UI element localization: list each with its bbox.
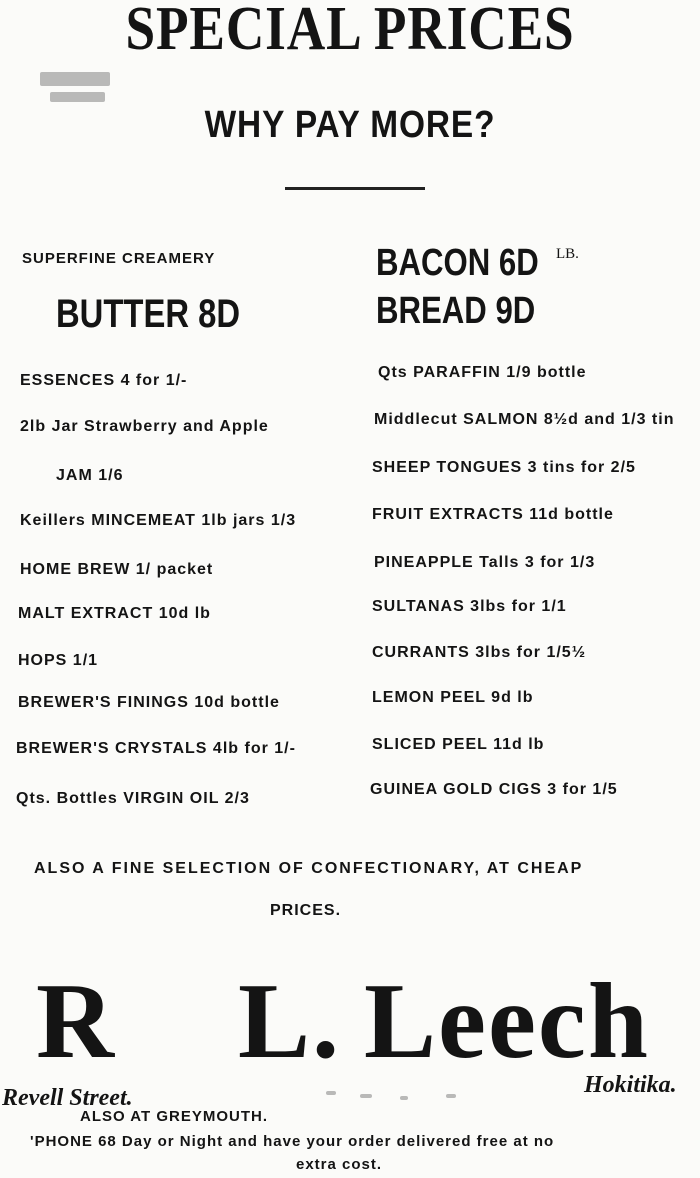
right-item: SHEEP TONGUES 3 tins for 2/5 bbox=[372, 459, 636, 476]
left-item: 2lb Jar Strawberry and Apple bbox=[20, 418, 269, 435]
right-item: Middlecut SALMON 8½d and 1/3 tin bbox=[374, 411, 675, 428]
left-item: Keillers MINCEMEAT 1lb jars 1/3 bbox=[20, 512, 297, 529]
print-dash bbox=[446, 1094, 456, 1098]
right-item: LEMON PEEL 9d lb bbox=[372, 689, 534, 706]
right-item: PINEAPPLE Talls 3 for 1/3 bbox=[374, 554, 596, 571]
left-item: Qts. Bottles VIRGIN OIL 2/3 bbox=[16, 790, 250, 807]
left-item: JAM 1/6 bbox=[56, 467, 124, 484]
left-item: ESSENCES 4 for 1/- bbox=[20, 372, 188, 389]
print-smudge bbox=[40, 72, 110, 86]
confectionary-line: ALSO A FINE SELECTION OF CONFECTIONARY, AT CHEAP bbox=[34, 860, 584, 877]
page-title: SPECIAL PRICES bbox=[125, 0, 575, 63]
confectionary-line-2: PRICES. bbox=[270, 902, 342, 919]
right-item: FRUIT EXTRACTS 11d bottle bbox=[372, 506, 614, 523]
street-address: Revell Street. bbox=[2, 1085, 133, 1111]
left-item: HOPS 1/1 bbox=[18, 652, 99, 669]
print-dash bbox=[360, 1094, 372, 1098]
left-item: BREWER'S FININGS 10d bottle bbox=[18, 694, 280, 711]
page-subtitle: WHY PAY MORE? bbox=[204, 104, 496, 146]
butter-prefix: SUPERFINE CREAMERY bbox=[22, 250, 216, 267]
bacon-unit: LB. bbox=[556, 246, 579, 262]
right-item: Qts PARAFFIN 1/9 bottle bbox=[378, 364, 587, 381]
print-smudge bbox=[50, 92, 105, 102]
print-dash bbox=[400, 1096, 408, 1100]
right-item: GUINEA GOLD CIGS 3 for 1/5 bbox=[370, 781, 618, 798]
bread-price: BREAD 9D bbox=[376, 290, 536, 332]
butter-price: BUTTER 8D bbox=[56, 292, 241, 336]
left-item: MALT EXTRACT 10d lb bbox=[18, 605, 211, 622]
name-initial-r: R bbox=[36, 962, 116, 1081]
also-at-greymouth: ALSO AT GREYMOUTH. bbox=[80, 1108, 268, 1125]
right-item: SLICED PEEL 11d lb bbox=[372, 736, 545, 753]
print-dash bbox=[326, 1091, 336, 1095]
phone-line: 'PHONE 68 Day or Night and have your order delivered free at no bbox=[30, 1133, 555, 1150]
town-name: Hokitika. bbox=[584, 1072, 677, 1098]
name-initial-l: L. bbox=[238, 962, 342, 1081]
left-item: BREWER'S CRYSTALS 4lb for 1/- bbox=[16, 740, 296, 757]
left-item: HOME BREW 1/ packet bbox=[20, 561, 214, 578]
phone-line-2: extra cost. bbox=[296, 1156, 383, 1173]
name-surname: Leech bbox=[364, 962, 650, 1081]
divider-rule bbox=[285, 187, 425, 190]
right-item: SULTANAS 3lbs for 1/1 bbox=[372, 598, 567, 615]
right-item: CURRANTS 3lbs for 1/5½ bbox=[372, 644, 587, 661]
bacon-price: BACON 6D bbox=[376, 242, 539, 284]
